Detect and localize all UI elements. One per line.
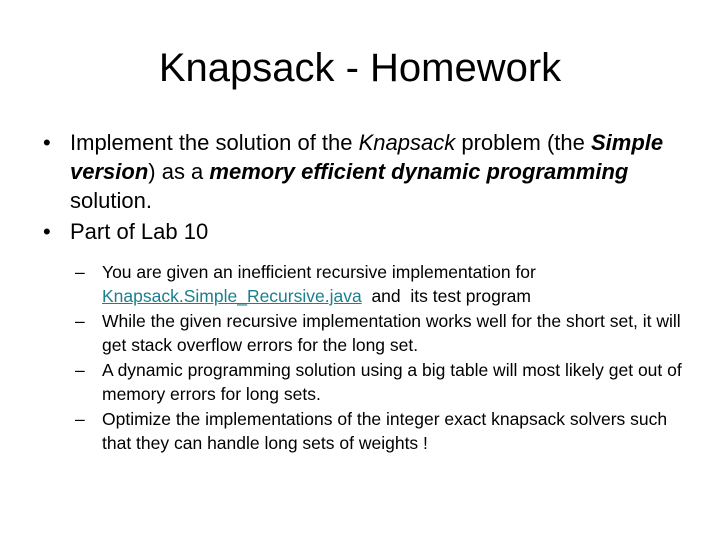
subbullet-item [75, 309, 692, 357]
bullet-text: solution. [70, 188, 152, 213]
bullet-text: Part of Lab 10 [70, 219, 209, 244]
dash-marker: – [75, 311, 85, 331]
subbullet-item [75, 260, 692, 308]
bullet-marker: • [43, 130, 51, 155]
dash-marker: – [75, 409, 85, 429]
simple-version-term: Simple version [70, 130, 664, 184]
slide-title: Knapsack - Homework [158, 46, 562, 90]
subbullet-item [75, 358, 692, 406]
subbullet-text: and its test program [361, 286, 531, 306]
subbullet-text: A dynamic programming solution using a big table will most likely get out of memory errors for long sets. [102, 360, 682, 404]
recursive-java-link[interactable]: Knapsack.Simple_Recursive.java [102, 286, 362, 306]
subbullet-text: You are given an inefficient recursive implementation for [102, 262, 536, 282]
knapsack-term: Knapsack [358, 130, 456, 155]
bullet-text: problem (the [455, 130, 591, 155]
bullet-item-implement [43, 128, 685, 215]
subbullet-text: While the given recursive implementation works well for the short set, it will get stack overflow errors for the long set. [102, 311, 681, 355]
bullet-marker: • [43, 219, 51, 244]
memory-efficient-term: memory efficient dynamic programming [209, 159, 629, 184]
bullet-list [0, 128, 720, 456]
bullet-text: Implement the solution of the [70, 130, 359, 155]
dash-marker: – [75, 262, 85, 282]
bullet-item-lab [43, 217, 685, 246]
subbullet-text: Optimize the implementations of the integer exact knapsack solvers such that they can handle long sets of weights ! [102, 409, 668, 453]
subbullet-list [0, 260, 720, 455]
bullet-text: ) as a [148, 159, 210, 184]
dash-marker: – [75, 360, 85, 380]
subbullet-item [75, 407, 692, 455]
